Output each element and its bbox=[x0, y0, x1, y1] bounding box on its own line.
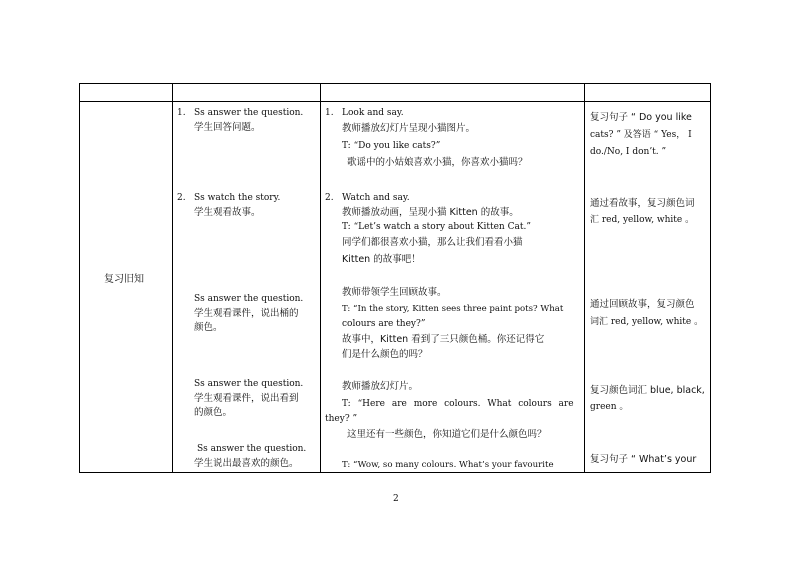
table-col-divider-3 bbox=[584, 83, 585, 473]
student-item-2-cn: 学生观看故事。 bbox=[194, 207, 261, 218]
student-item-1-cn: 学生回答问题。 bbox=[194, 122, 261, 133]
purpose-3-line1: 通过回顾故事，复习颜色 bbox=[590, 299, 695, 310]
table-border-bottom bbox=[79, 472, 711, 473]
section-label: 复习旧知 bbox=[104, 274, 144, 285]
teacher-block-1-line3: T: “Do you like cats?” bbox=[342, 141, 441, 151]
student-item-3-cn-line1: 学生观看课件，说出桶的 bbox=[194, 308, 299, 319]
purpose-4-line1: 复习颜色词汇 blue, black, bbox=[590, 385, 705, 396]
teacher-block-3-line3: colours are they?” bbox=[342, 319, 426, 329]
teacher-block-2-line1: Watch and say. bbox=[342, 193, 410, 203]
teacher-block-4-line1: 教师播放幻灯片。 bbox=[342, 381, 419, 392]
student-item-5-en: Ss answer the question. bbox=[197, 444, 307, 454]
student-item-4-en: Ss answer the question. bbox=[194, 379, 304, 389]
teacher-block-2-line3: T: “Let’s watch a story about Kitten Cat.” bbox=[342, 222, 531, 232]
teacher-block-2-line5: Kitten 的故事吧！ bbox=[342, 254, 421, 265]
student-item-3-en: Ss answer the question. bbox=[194, 294, 304, 304]
purpose-5-line1: 复习句子 “ What’s your bbox=[590, 454, 697, 465]
teacher-block-4-line3: they? ” bbox=[325, 414, 358, 424]
page-number: 2 bbox=[393, 494, 399, 504]
teacher-block-3-line5: 们是什么颜色的吗？ bbox=[342, 349, 428, 360]
teacher-block-2-line4: 同学们都很喜欢小猫，那么让我们看看小猫 bbox=[342, 237, 523, 248]
table-border-right bbox=[710, 83, 711, 473]
teacher-block-2-line2: 教师播放动画，呈现小猫 Kitten 的故事。 bbox=[342, 207, 519, 218]
teacher-block-3-line1: 教师带领学生回顾故事。 bbox=[342, 287, 447, 298]
teacher-block-3-line4: 故事中，Kitten 看到了三只颜色桶。你还记得它 bbox=[342, 334, 545, 345]
purpose-2-line2: 汇 red, yellow, white 。 bbox=[590, 215, 695, 225]
purpose-3-line2: 词汇 red, yellow, white 。 bbox=[590, 317, 704, 327]
student-item-5-cn: 学生说出最喜欢的颜色。 bbox=[194, 458, 299, 469]
teacher-block-1-number: 1. bbox=[325, 108, 334, 118]
teacher-block-3-line2: T: “In the story, Kitten sees three paint pots? What bbox=[342, 304, 564, 314]
table-border-top bbox=[79, 83, 711, 84]
purpose-1-line3: do./No, I don’t. ” bbox=[590, 147, 667, 157]
table-header-bottom bbox=[79, 101, 711, 102]
teacher-block-5-line1: T: “Wow, so many colours. What’s your favourite bbox=[342, 460, 554, 470]
teacher-block-1-line2: 教师播放幻灯片呈现小猫图片。 bbox=[342, 123, 476, 134]
teacher-block-4-line4: 这里还有一些颜色，你知道它们是什么颜色吗？ bbox=[347, 429, 547, 440]
student-item-4-cn-line2: 的颜色。 bbox=[194, 407, 233, 418]
teacher-block-1-line1: Look and say. bbox=[342, 108, 404, 118]
student-item-1-en: Ss answer the question. bbox=[194, 108, 304, 118]
teacher-block-2-number: 2. bbox=[325, 193, 334, 203]
teacher-block-1-line4: 歌谣中的小姑娘喜欢小猫，你喜欢小猫吗？ bbox=[347, 157, 528, 168]
student-item-4-cn-line1: 学生观看课件，说出看到 bbox=[194, 393, 299, 404]
table-border-left bbox=[79, 83, 80, 473]
purpose-1-line1: 复习句子 “ Do you like bbox=[590, 112, 692, 123]
teacher-block-4-line2: T: “Here are more colours. What colours are bbox=[342, 399, 574, 409]
student-item-3-cn-line2: 颜色。 bbox=[194, 322, 223, 333]
purpose-2-line1: 通过看故事，复习颜色词 bbox=[590, 198, 695, 209]
purpose-1-line2: cats? ” 及答语 “ Yes， I bbox=[590, 130, 692, 140]
student-item-1-number: 1. bbox=[177, 108, 186, 118]
table-col-divider-2 bbox=[320, 83, 321, 473]
purpose-4-line2: green 。 bbox=[590, 402, 629, 412]
student-item-2-number: 2. bbox=[177, 193, 186, 203]
student-item-2-en: Ss watch the story. bbox=[194, 193, 281, 203]
table-col-divider-1 bbox=[172, 83, 173, 473]
